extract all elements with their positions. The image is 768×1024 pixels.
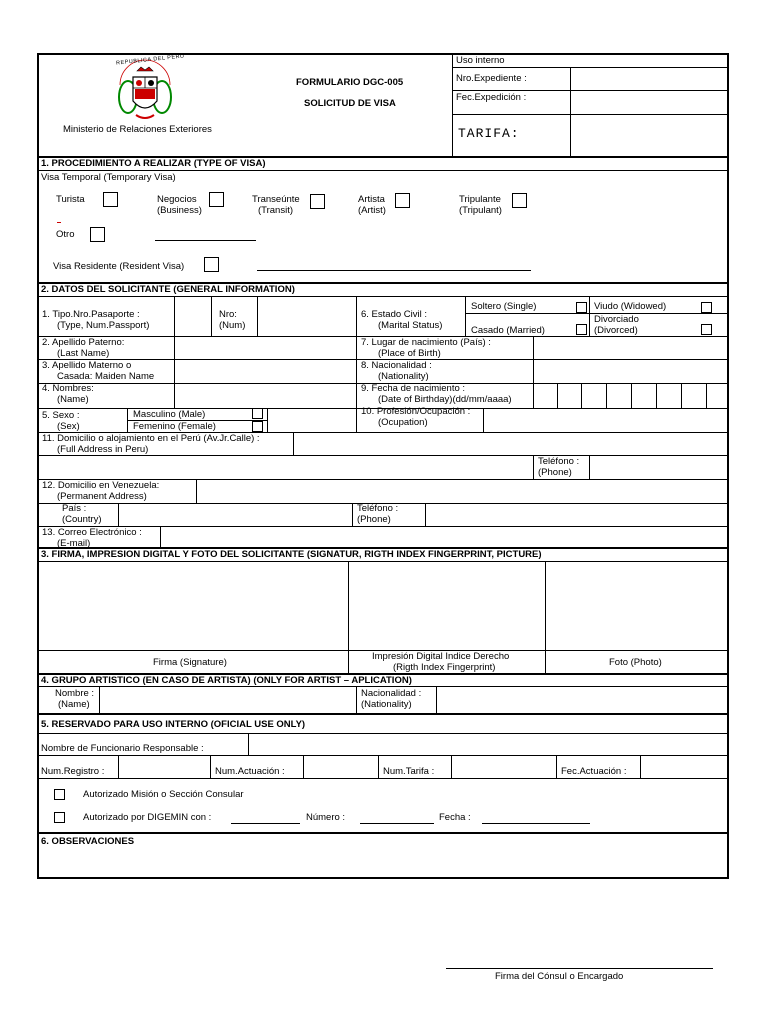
section-6-title: 6. OBSERVACIONES [41,836,135,847]
birthplace-label: 7. Lugar de nacimiento (País) : [361,337,491,348]
divorced-checkbox[interactable] [701,324,712,335]
section-2-title: 2. DATOS DEL SOLICITANTE (GENERAL INFORMATION) [41,284,295,295]
photo-label: Foto (Photo) [609,657,662,668]
file-number-label: Nro.Expediente : [456,73,527,84]
peru-coat-of-arms [106,55,184,123]
female-label: Femenino (Female) [133,421,216,432]
form-title: SOLICITUD DE VISA [304,98,396,109]
fee-number-label: Num.Tarifa : [383,766,435,777]
female-checkbox[interactable] [252,421,263,432]
consular-auth-checkbox[interactable] [54,789,65,800]
artist-group-name-label: Nombre : [55,688,95,699]
official-name-label: Nombre de Funcionario Responsable : [41,743,204,754]
number-line[interactable] [360,823,434,824]
passport-label: 1. Tipo.Nro.Pasaporte : [42,309,140,320]
internal-use-label: Uso interno [456,55,505,66]
maiden-name-label: 3. Apellido Materno o [42,360,132,371]
artist-checkbox[interactable] [395,193,410,208]
signature-label: Firma (Signature) [153,657,227,668]
digemin-auth-label: Autorizado por DIGEMIN con : [83,812,212,823]
nationality-label: 8. Nacionalidad : [361,360,432,371]
business-label: Negocios [157,194,197,205]
single-checkbox[interactable] [576,302,587,313]
section-4-title: 4. GRUPO ARTISTICO (EN CASO DE ARTISTA) (ONLY FOR ARTIST – APLICATION) [41,675,412,686]
fee-label: TARIFA: [458,126,520,141]
date-label: Fecha : [439,812,471,823]
email-label: 13. Correo Electrónico : [42,527,142,538]
transit-checkbox[interactable] [310,194,325,209]
tripulant-label: Tripulante [459,194,501,205]
other-label: Otro [56,229,75,240]
country-label: País : [62,503,87,514]
section-3-title: 3. FIRMA, IMPRESION DIGITAL Y FOTO DEL SOLICITANTE (SIGNATUR, RIGTH INDEX FINGERPRINT, PICTURE) [41,549,542,560]
venezuela-phone-label: Teléfono : [357,503,399,514]
temporary-visa-label: Visa Temporal (Temporary Visa) [41,172,176,183]
seal-text: REPUBLICA DEL PERU [115,53,185,67]
number-label: Número : [306,812,346,823]
tourist-checkbox[interactable] [103,192,118,207]
venezuela-address-label: 12. Domicilio en Venezuela: [42,480,160,491]
male-checkbox[interactable] [252,408,263,419]
other-checkbox[interactable] [90,227,105,242]
other-specify-line[interactable] [155,240,256,241]
fingerprint-label: Impresión Digital Indice Derecho [372,651,510,662]
consul-signature-label: Firma del Cónsul o Encargado [495,971,624,982]
ministry-name: Ministerio de Relaciones Exteriores [63,124,212,135]
peru-phone-label: Teléfono : [538,456,580,467]
consular-auth-label: Autorizado Misión o Sección Consular [83,789,244,800]
digemin-line[interactable] [231,823,300,824]
artist-group-nationality-label: Nacionalidad : [361,688,422,699]
action-number-label: Num.Actuación : [215,766,285,777]
resident-visa-checkbox[interactable] [204,257,219,272]
date-line[interactable] [482,823,590,824]
tripulant-checkbox[interactable] [512,193,527,208]
married-checkbox[interactable] [576,324,587,335]
widowed-label: Viudo (Widowed) [594,301,667,312]
artist-label: Artista [358,194,385,205]
consul-signature-line [446,968,713,969]
tourist-label: Turista [56,194,85,205]
resident-visa-label: Visa Residente (Resident Visa) [53,261,185,272]
peru-address-label: 11. Domicilio o alojamiento en el Perú (Av.Jr.Calle) : [42,433,260,444]
last-name-label: 2. Apellido Paterno: [42,337,125,348]
first-name-label: 4. Nombres: [42,383,94,394]
issue-date-label: Fec.Expedición : [456,92,527,103]
section-1-title: 1. PROCEDIMIENTO A REALIZAR (TYPE OF VISA) [41,158,266,169]
registry-number-label: Num.Registro : [41,766,105,777]
divorced-label: Divorciado [594,314,639,325]
red-mark [57,222,61,223]
marital-status-label: 6. Estado Civil : [361,309,427,320]
form-code: FORMULARIO DGC-005 [296,77,404,88]
action-date-label: Fec.Actuación : [561,766,627,777]
transit-label: Transeúnte [252,194,300,205]
widowed-checkbox[interactable] [701,302,712,313]
occupation-label: 10. Profesión/Ocupación : [361,406,471,417]
resident-visa-line[interactable] [257,270,531,271]
passport-number-label: Nro: [219,309,237,320]
internal-use-divider [452,53,453,157]
male-label: Masculino (Male) [133,409,206,420]
married-label: Casado (Married) [471,325,545,336]
single-label: Soltero (Single) [471,301,537,312]
birthdate-label: 9. Fecha de nacimiento : [361,383,466,394]
digemin-auth-checkbox[interactable] [54,812,65,823]
business-checkbox[interactable] [209,192,224,207]
section-5-title: 5. RESERVADO PARA USO INTERNO (OFICIAL USE ONLY) [41,719,306,730]
sex-label: 5. Sexo : [42,410,80,421]
